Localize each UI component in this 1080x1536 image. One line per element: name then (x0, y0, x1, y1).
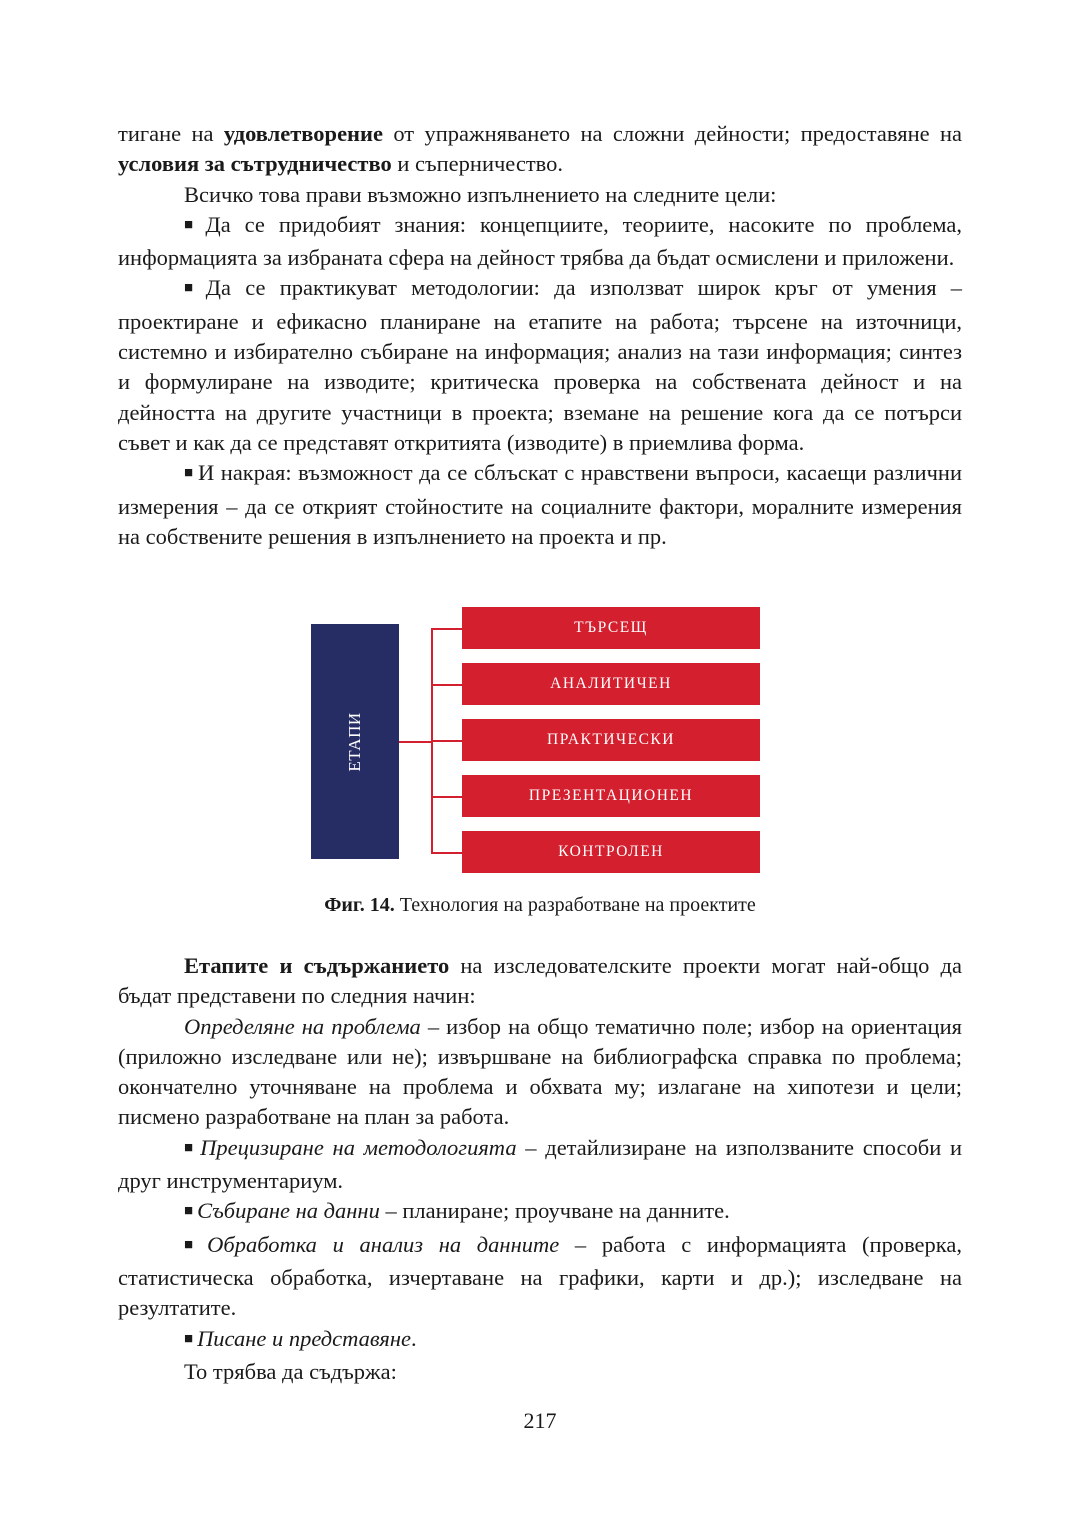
figure-caption-text: Технология на разработване на проектите (394, 894, 756, 916)
square-bullet-icon: ■ (184, 465, 194, 482)
paragraph: Всичко това прави възможно изпълнението на следните цели: (184, 181, 777, 207)
paragraph: То трябва да съдържа: (184, 1358, 397, 1384)
square-bullet-icon: ■ (184, 280, 202, 297)
square-bullet-icon: ■ (184, 1236, 204, 1253)
figure-caption (0, 894, 1080, 917)
bullet-paragraph: ■ Да се придобият знания: концепциите, теориите, насоките по проблема, информацията за избраната сфера на дейност трябва да бъдат осмислени и приложени. (118, 211, 962, 271)
bullet-paragraph: ■ Писане и представяне. (184, 1325, 417, 1351)
square-bullet-icon: ■ (184, 1139, 197, 1156)
page-number: 217 (523, 1408, 557, 1433)
stage-box-practical: ПРАКТИЧЕСКИ (462, 719, 760, 761)
square-bullet-icon: ■ (184, 1203, 194, 1220)
bullet-paragraph: ■ Да се практикуват методологии: да използват широк кръг от умения – проектиране и ефикасно планиране на етапите на работа; търсене на източници, системно и избирателно събиране на информация; анализ на тази информация; синтез и формулиране на изводите; критическа проверка на собствената дейност и на дейността на другите участници в проекта; вземане на решение кога да се потърси съвет и как да се представят откритията (изводите) в приемлива форма. (118, 275, 963, 455)
connector-branch (431, 628, 462, 630)
paragraph: Етапите и съдържанието на изследователските проекти могат най-общо да бъдат представени по следния начин: (118, 953, 962, 1009)
stage-box-control: КОНТРОЛЕН (462, 831, 760, 873)
bullet-paragraph: ■ Събиране на данни – планиране; проучване на данните. (184, 1198, 730, 1224)
square-bullet-icon: ■ (184, 1330, 194, 1347)
connector-branch (431, 740, 462, 742)
square-bullet-icon: ■ (184, 216, 202, 233)
paragraph: тигане на удовлетворение от упражняването на сложни дейности; предоставяне на условия за сътрудничество и съперничество. (118, 121, 962, 177)
diagram-root-label: ЕТАПИ (345, 711, 364, 772)
diagram-root-box (311, 624, 399, 859)
stage-box-presentation: ПРЕЗЕНТАЦИОНЕН (462, 775, 760, 817)
connector-branch (431, 796, 462, 798)
connector-branch (431, 684, 462, 686)
bullet-paragraph: ■ И накрая: възможност да се сблъскат с нравствени въпроси, касаещи различни измерения – да се открият стойностите на социалните фактори, моралните измерения на собствените решения в изпълнението на проекта и пр. (118, 460, 962, 549)
connector-horizontal (399, 741, 432, 743)
body-text-bottom (118, 951, 962, 1387)
bullet-paragraph: ■ Обработка и анализ на данните – работа с информацията (проверка, статистическа обработка, изчертаване на графики, карти и др.); изследване на резултатите. (118, 1231, 962, 1321)
body-text-top (118, 119, 962, 552)
connector-vertical (431, 628, 433, 854)
figure-caption-label: Фиг. 14. (324, 894, 395, 916)
paragraph: Определяне на проблема – избор на общо тематично поле; избор на ориентация (приложно изследване или не); извършване на библиографска справка по проблема; окончателно уточняване на проблема и обхвата му; излагане на хипотези и цели; писмено разработване на план за работа. (118, 1013, 962, 1130)
stage-box-searching: ТЪРСЕЩ (462, 607, 760, 649)
bullet-paragraph: ■ Прецизиране на методологията – детайлизиране на използваните способи и друг инструментариум. (118, 1134, 963, 1194)
stage-box-analytical: АНАЛИТИЧЕН (462, 663, 760, 705)
connector-branch (431, 852, 462, 854)
